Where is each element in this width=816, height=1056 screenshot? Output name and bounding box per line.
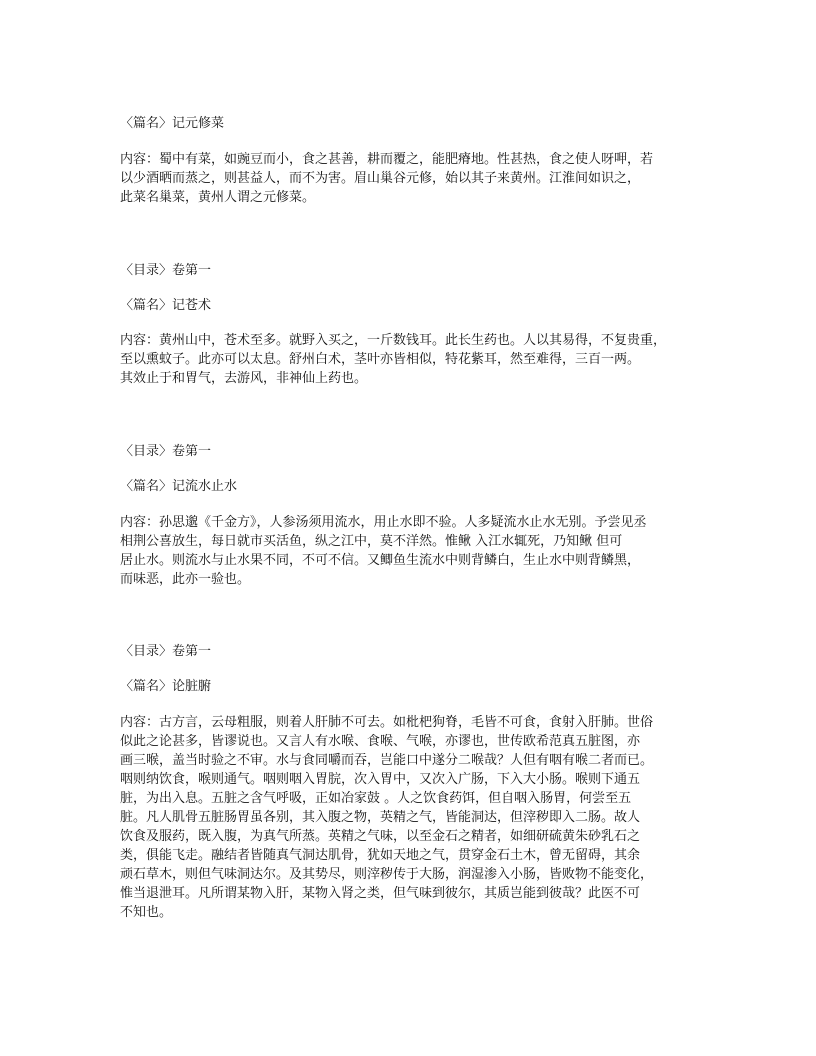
catalog-line: 〈目录〉卷第一: [120, 444, 212, 459]
content-line: 脏。凡人肌骨五脏肠胃虽各别，其入腹之物，英精之气，皆能洞达，但滓秽即入二肠。故人: [120, 810, 641, 825]
content-line: 惟当退泄耳。凡所谓某物入肝，某物入肾之类，但气味到彼尔，其质岂能到彼哉？此医不可: [120, 886, 641, 901]
section-title: 〈篇名〉记元修菜: [120, 116, 225, 131]
content-line: 似此之论甚多，皆谬说也。又言人有水喉、食喉、气喉，亦谬也，世传欧希范真五脏图，亦: [120, 734, 641, 749]
section-title: 〈篇名〉记流水止水: [120, 479, 238, 494]
catalog-line: 〈目录〉卷第一: [120, 263, 212, 278]
catalog-line: 〈目录〉卷第一: [120, 644, 212, 659]
content-line: 此菜名巢菜，黄州人谓之元修菜。: [120, 190, 316, 205]
content-line: 类，俱能飞走。融结者皆随真气洞达肌骨，犹如天地之气，贯穿金石土木，曾无留碍，其余: [120, 848, 641, 863]
content-line: 内容：蜀中有菜，如豌豆而小，食之甚善，耕而覆之，能肥瘠地。性甚热，食之使人呀呷，若: [120, 152, 654, 167]
content-line: 内容：古方言，云母粗服，则着人肝肺不可去。如枇杷狗脊，毛皆不可食，食射入肝肺。世俗: [120, 715, 654, 730]
content-line: 居止水。则流水与止水果不同，不可不信。又鲫鱼生流水中则背鳞白，生止水中则背鳞黑，: [120, 553, 641, 568]
content-line: 画三喉，盖当时验之不审。水与食同嚼而吞，岂能口中遂分二喉哉？人但有咽有喉二者而已。: [120, 753, 654, 768]
content-line: 饮食及服药，既入腹，为真气所蒸。英精之气味，以至金石之精者，如细研硫黄朱砂乳石之: [120, 829, 641, 844]
content-line: 顽石草木，则但气味洞达尔。及其势尽，则滓秽传于大肠，润湿渗入小肠，皆败物不能变化，: [120, 867, 654, 882]
content-line: 而味恶，此亦一验也。: [120, 572, 251, 587]
content-line: 其效止于和胃气，去游风，非神仙上药也。: [120, 371, 368, 386]
content-line: 以少酒晒而蒸之，则甚益人，而不为害。眉山巢谷元修，始以其子来黄州。江淮间如识之，: [120, 171, 641, 186]
section-title: 〈篇名〉记苍术: [120, 298, 212, 313]
content-line: 咽则纳饮食，喉则通气。咽则咽入胃脘，次入胃中，又次入广肠，下入大小肠。喉则下通五: [120, 772, 641, 787]
content-line: 不知也。: [120, 905, 173, 920]
content-line: 内容：孙思邈《千金方》，人参汤须用流水，用止水即不验。人多疑流水止水无别。予尝见丞: [120, 515, 647, 530]
content-line: 至以熏蚊子。此亦可以太息。舒州白术，茎叶亦皆相似，特花紫耳，然至难得，三百一两。: [120, 352, 641, 367]
content-line: 内容：黄州山中，苍术至多。就野入买之，一斤数钱耳。此长生药也。人以其易得，不复贵重，: [120, 333, 667, 348]
section-title: 〈篇名〉论脏腑: [120, 679, 212, 694]
content-line: 脏，为出入息。五脏之含气呼吸，正如冶家鼓 。人之饮食药饵，但自咽入肠胃，何尝至五: [120, 791, 632, 806]
content-line: 相荆公喜放生，每日就市买活鱼，纵之江中，莫不洋然。惟鳅 入江水辄死，乃知鳅 但可: [120, 534, 623, 549]
